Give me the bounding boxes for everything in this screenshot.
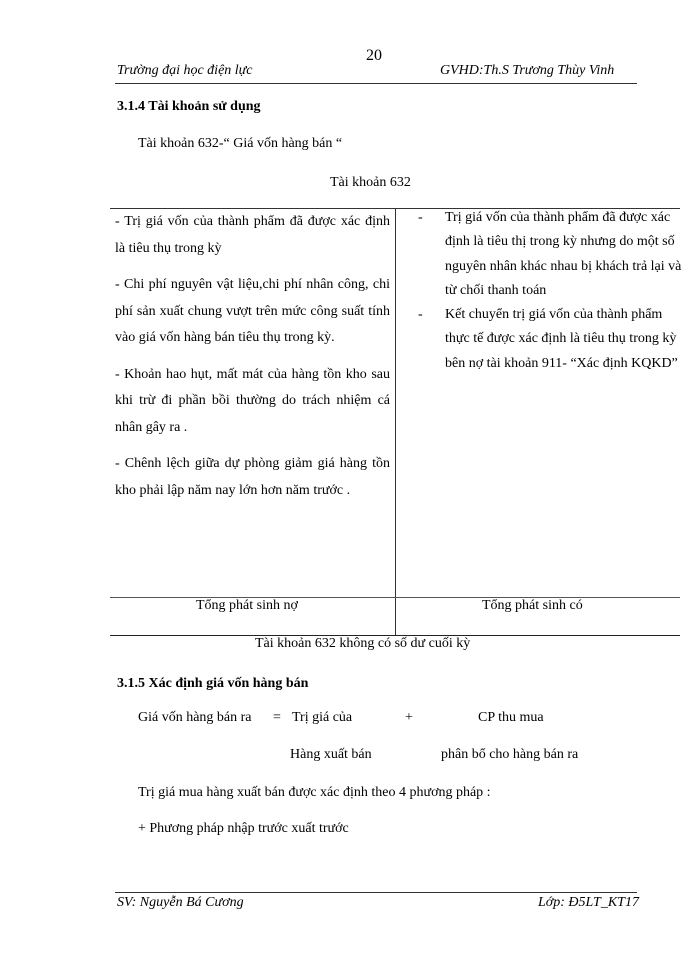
t-account-vertical-divider bbox=[395, 208, 396, 636]
bullet-dash: - bbox=[418, 307, 423, 323]
debit-item: - Chênh lệch giữa dự phòng giảm giá hàng tồn kho phải lập năm nay lớn hơn năm trước . bbox=[115, 456, 390, 498]
debit-column bbox=[115, 209, 390, 514]
formula-lhs: Giá vốn hàng bán ra bbox=[138, 710, 252, 725]
total-credit-label: Tổng phát sinh có bbox=[482, 598, 583, 613]
methods-intro: Trị giá mua hàng xuất bán được xác định theo 4 phương pháp : bbox=[138, 785, 491, 800]
footer-student: SV: Nguyễn Bá Cương bbox=[117, 895, 244, 910]
debit-item: - Chi phí nguyên vật liệu,chi phí nhân công, chi phí sản xuất chung vượt trên mức công suất tính vào giá vốn hàng bán tiêu thụ trong kỳ. bbox=[115, 277, 390, 345]
header-supervisor: GVHD:Th.S Trương Thùy Vinh bbox=[440, 63, 615, 78]
credit-item-text: Trị giá vốn của thành phẩm đã được xác định là tiêu thị trong kỳ nhưng do một số nguyên nhân khác nhau bị khách trả lại và từ chối thanh toán bbox=[445, 210, 682, 298]
footer-divider bbox=[115, 892, 637, 893]
account-balance-note: Tài khoản 632 không có số dư cuối kỳ bbox=[255, 636, 471, 651]
credit-column bbox=[418, 206, 686, 376]
account-intro: Tài khoản 632-“ Giá vốn hàng bán “ bbox=[138, 136, 343, 151]
credit-item-text: Kết chuyển trị giá vốn của thành phẩm thực tế được xác định là tiêu thụ trong kỳ bên nợ tài khoản 911- “Xác định KQKD” bbox=[445, 307, 678, 371]
page-number: 20 bbox=[366, 47, 382, 64]
debit-item: - Khoản hao hụt, mất mát của hàng tồn kho sau khi trừ đi phần bồi thường do trách nhiệm cá nhân gây ra . bbox=[115, 366, 390, 435]
formula-term2-line1: CP thu mua bbox=[478, 710, 544, 725]
credit-item bbox=[418, 303, 686, 376]
bullet-dash: - bbox=[418, 210, 423, 225]
formula-term1-line2: Hàng xuất bán bbox=[290, 747, 372, 762]
formula-equals: = bbox=[273, 710, 281, 725]
total-debit-label: Tổng phát sinh nợ bbox=[196, 598, 298, 613]
section-heading-3-1-4: 3.1.4 Tài khoản sử dụng bbox=[117, 99, 261, 114]
formula-plus: + bbox=[405, 710, 413, 725]
formula-term2-line2: phân bổ cho hàng bán ra bbox=[441, 747, 579, 762]
credit-item bbox=[418, 206, 686, 303]
method-fifo: + Phương pháp nhập trước xuất trước bbox=[138, 821, 349, 836]
header-divider bbox=[115, 83, 637, 84]
section-heading-3-1-5: 3.1.5 Xác định giá vốn hàng bán bbox=[117, 676, 309, 691]
header-university: Trường đại học điện lực bbox=[117, 63, 253, 78]
formula-term1-line1: Trị giá của bbox=[292, 710, 353, 725]
footer-class: Lớp: Đ5LT_KT17 bbox=[538, 895, 639, 910]
debit-item: - Trị giá vốn của thành phẩm đã được xác định là tiêu thụ trong kỳ bbox=[115, 214, 390, 256]
t-account-title: Tài khoản 632 bbox=[330, 175, 411, 190]
